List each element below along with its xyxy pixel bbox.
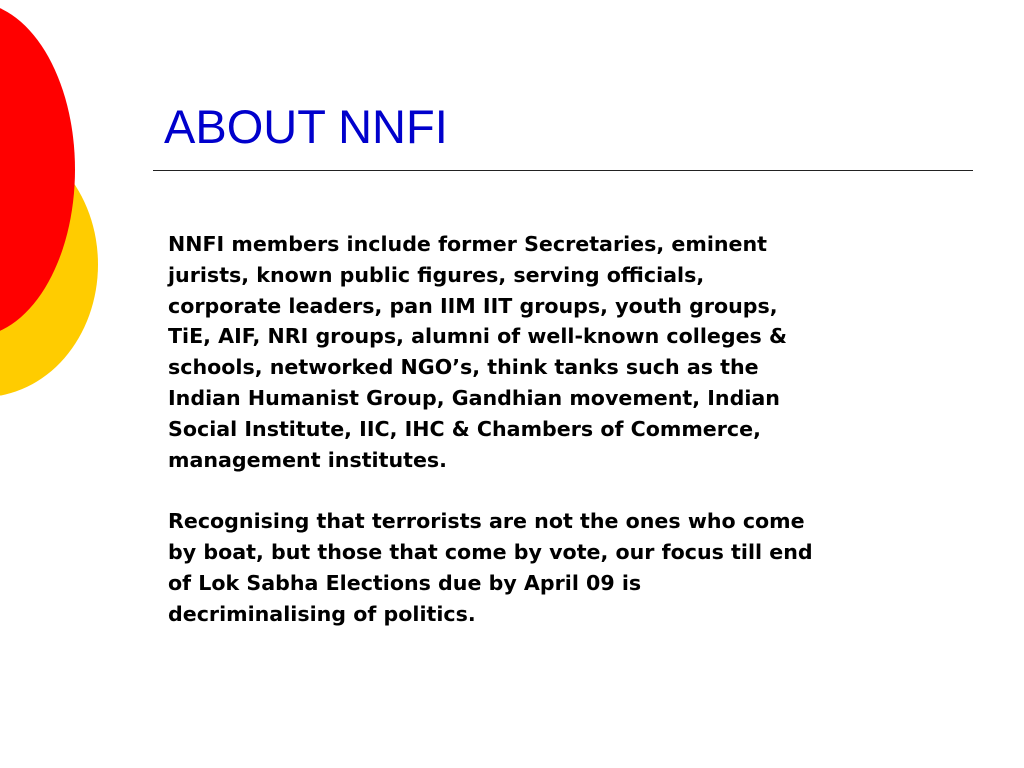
slide-body [168,229,968,629]
body-paragraph-focus: Recognising that terrorists are not the ones who come by boat, but those that come by vote, our focus till end of Lok Sabha Elections due by April 09 is decriminalising of politics. [168,509,813,626]
title-divider [153,170,973,171]
body-paragraph-members: NNFI members include former Secretaries, eminent jurists, known public figures, serving officials, corporate leaders, pan IIM IIT groups, youth groups, TiE, AIF, NRI groups, alumni of well-known colleges & schools, networked NGO’s, think tanks such as the Indian Humanist Group, Gandhian movement, Indian Social Institute, IIC, IHC & Chambers of Commerce, management institutes. [168,232,787,472]
slide-title: ABOUT NNFI [164,100,448,153]
